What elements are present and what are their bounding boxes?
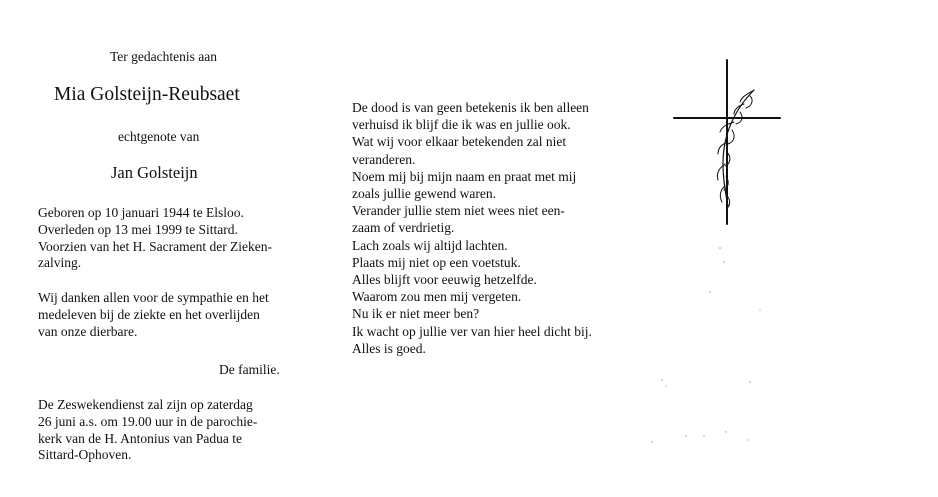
relation-text: echtgenote van bbox=[118, 129, 200, 144]
service-block bbox=[38, 397, 257, 464]
family-signature: De familie. bbox=[219, 362, 280, 377]
biography-line: Voorzien van het H. Sacrament der Zieken- bbox=[38, 238, 273, 254]
cross-with-palm-branch-icon bbox=[670, 56, 785, 228]
biography-line: Overleden op 13 mei 1999 te Sittard. bbox=[38, 221, 238, 237]
biography-line: zalving. bbox=[38, 255, 82, 271]
service-line: De Zeswekendienst zal zijn op zaterdag bbox=[38, 397, 253, 412]
biography-block bbox=[38, 205, 272, 272]
poem-line: Verander jullie stem niet wees niet een- bbox=[352, 203, 565, 219]
thanks-line: van onze dierbare. bbox=[38, 323, 138, 339]
scan-specks bbox=[640, 230, 780, 450]
thanks-line: medeleven bij de ziekte en het overlijden bbox=[38, 306, 260, 322]
poem-line: Ik wacht op jullie ver van hier heel dicht bij. bbox=[352, 323, 592, 339]
service-line: Sittard-Ophoven. bbox=[38, 447, 132, 463]
thanks-block bbox=[38, 290, 269, 340]
poem-line: Plaats mij niet op een voetstuk. bbox=[352, 254, 521, 270]
poem-line: Nu ik er niet meer ben? bbox=[352, 306, 480, 322]
service-line: kerk van de H. Antonius van Padua te bbox=[38, 430, 242, 446]
poem-block bbox=[352, 99, 592, 357]
poem-line: De dood is van geen betekenis ik ben alleen bbox=[352, 100, 589, 115]
poem-line: zaam of verdrietig. bbox=[352, 220, 455, 236]
poem-line: Lach zoals wij altijd lachten. bbox=[352, 237, 508, 253]
thanks-line: Wij danken allen voor de sympathie en het bbox=[38, 290, 269, 305]
poem-line: Wat wij voor elkaar betekenden zal niet bbox=[352, 134, 567, 150]
in-memory-heading: Ter gedachtenis aan bbox=[110, 49, 217, 64]
poem-line: Waarom zou men mij vergeten. bbox=[352, 289, 522, 305]
biography-line: Geboren op 10 januari 1944 te Elsloo. bbox=[38, 205, 244, 220]
deceased-name: Mia Golsteijn-Reubsaet bbox=[54, 84, 240, 105]
service-line: 26 juni a.s. om 19.00 uur in de parochie- bbox=[38, 413, 258, 429]
poem-line: Noem mij bij mijn naam en praat met mij bbox=[352, 168, 577, 184]
poem-line: zoals jullie gewend waren. bbox=[352, 186, 496, 202]
poem-line: Alles is goed. bbox=[352, 340, 426, 356]
poem-line: Alles blijft voor eeuwig hetzelfde. bbox=[352, 272, 537, 288]
poem-line: verhuisd ik blijf die ik was en jullie ook. bbox=[352, 117, 571, 133]
spouse-name: Jan Golsteijn bbox=[111, 163, 198, 182]
poem-line: veranderen. bbox=[352, 151, 416, 167]
